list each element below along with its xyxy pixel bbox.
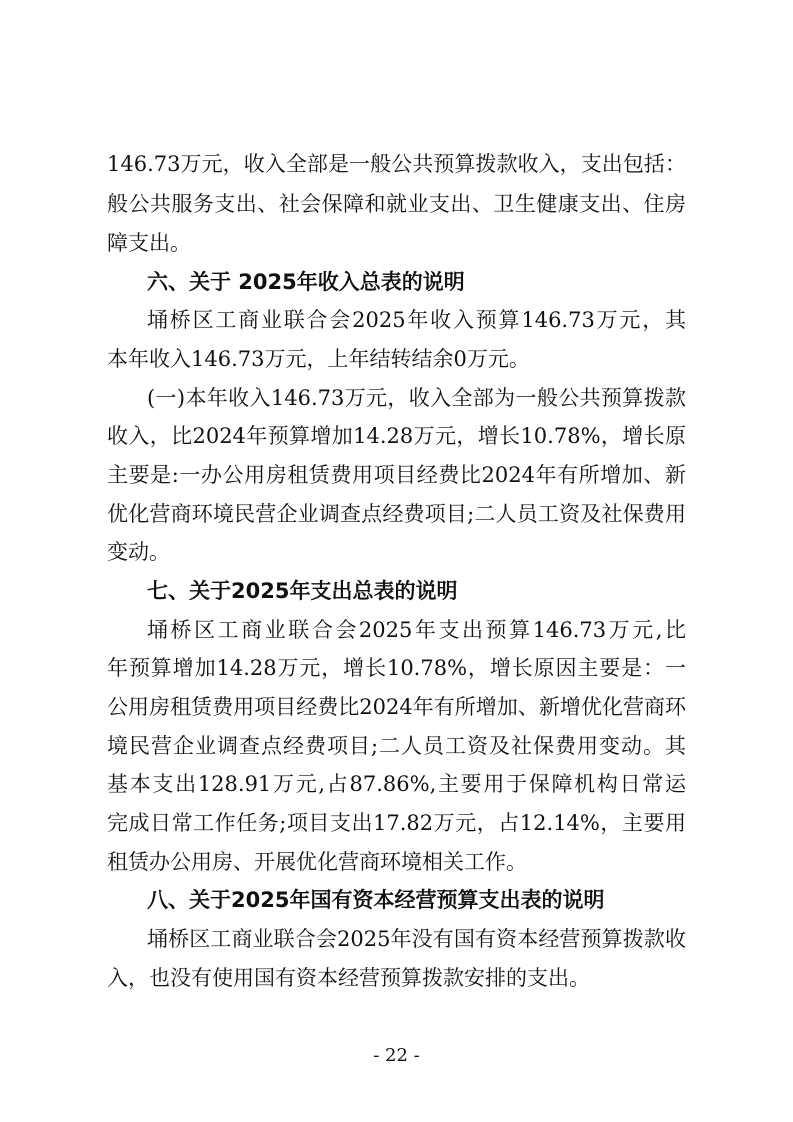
paragraph-line: (一)本年收入146.73万元，收入全部为一般公共预算拨款 bbox=[147, 386, 686, 410]
paragraph-line: 租赁办公用房、开展优化营商环境相关工作。 bbox=[107, 850, 527, 874]
section-heading-6: 六、关于 2025年收入总表的说明 bbox=[147, 270, 465, 294]
paragraph-line: 境民营企业调查点经费项目;二人员工资及社保费用变动。其 bbox=[107, 734, 686, 758]
page-number: - 22 - bbox=[373, 1045, 420, 1066]
section-heading-7: 七、关于2025年支出总表的说明 bbox=[147, 579, 458, 603]
section-heading-8: 八、关于2025年国有资本经营预算支出表的说明 bbox=[147, 888, 605, 912]
paragraph-line: 基本支出128.91万元,占87.86%,主要用于保障机构日常运 bbox=[107, 772, 686, 796]
paragraph-line: 146.73万元，收入全部是一般公共预算拨款收入，支出包括： bbox=[107, 152, 686, 176]
paragraph-line: 变动。 bbox=[107, 540, 170, 564]
paragraph-line: 埇桥区工商业联合会2025年收入预算146.73万元，其 bbox=[147, 308, 686, 332]
paragraph-line: 主要是:一办公用房租赁费用项目经费比2024年有所增加、新 bbox=[107, 463, 686, 487]
paragraph-line: 般公共服务支出、社会保障和就业支出、卫生健康支出、住房 bbox=[107, 192, 686, 216]
paragraph-line: 入，也没有使用国有资本经营预算拨款安排的支出。 bbox=[107, 966, 590, 990]
paragraph-line: 埇桥区工商业联合会2025年没有国有资本经营预算拨款收 bbox=[147, 927, 686, 951]
paragraph-line: 公用房租赁费用项目经费比2024年有所增加、新增优化营商环 bbox=[107, 695, 686, 719]
paragraph-line: 收入，比2024年预算增加14.28万元，增长10.78%，增长原 bbox=[107, 424, 686, 448]
paragraph-line: 完成日常工作任务;项目支出17.82万元，占12.14%，主要用 bbox=[107, 811, 686, 835]
paragraph-line: 障支出。 bbox=[107, 231, 191, 255]
paragraph-line: 优化营商环境民营企业调查点经费项目;二人员工资及社保费用 bbox=[107, 502, 686, 526]
paragraph-line: 埇桥区工商业联合会2025年支出预算146.73万元,比 bbox=[147, 618, 686, 642]
paragraph-line: 年预算增加14.28万元，增长10.78%，增长原因主要是：一 bbox=[107, 656, 686, 680]
paragraph-line: 本年收入146.73万元，上年结转结余0万元。 bbox=[107, 347, 530, 371]
